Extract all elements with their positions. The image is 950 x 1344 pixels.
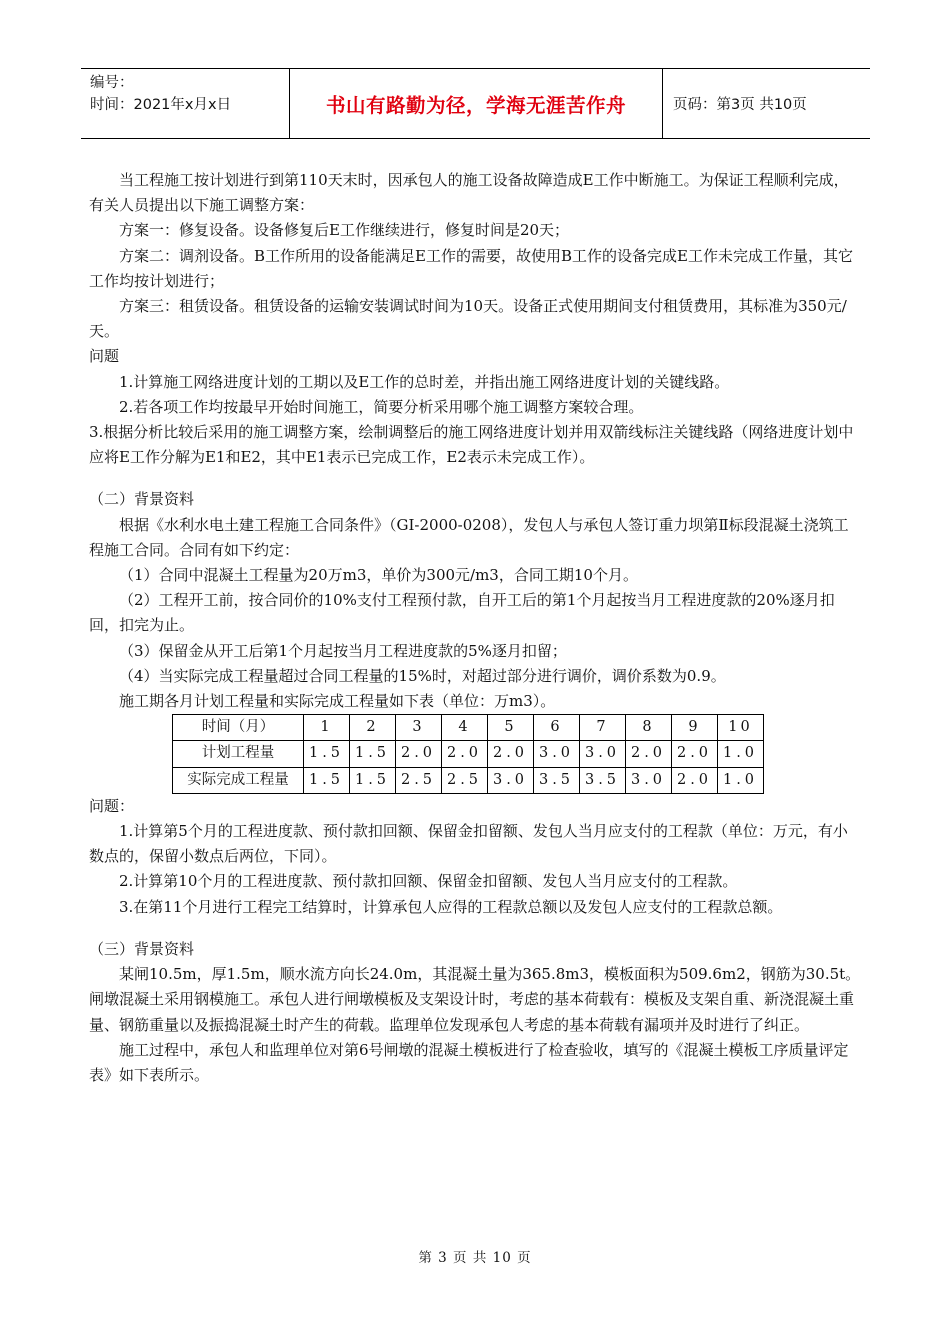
table-header-cell: 9 [672, 715, 718, 741]
question-item: 1.计算第5个月的工程进度款、预付款扣回额、保留金扣留额、发包人当月应支付的工程款（单位：万元，有小数点的，保留小数点后两位，下同）。 [89, 822, 848, 866]
header-motto: 书山有路勤为径，学海无涯苦作舟 [290, 69, 663, 138]
table-cell: 1.0 [718, 767, 764, 793]
table-cell: 2.5 [396, 767, 442, 793]
table-header-cell: 6 [534, 715, 580, 741]
table-cell: 2.0 [442, 741, 488, 767]
clause-item: （3）保留金从开工后第1个月起按当月工程进度款的5%逐月扣留； [119, 641, 567, 660]
paragraph: 施工过程中，承包人和监理单位对第6号闸墩的混凝土模板进行了检查验收，填写的《混凝土模板工序质量评定表》如下表所示。 [89, 1040, 849, 1084]
question-item: 3.在第11个月进行工程完工结算时，计算承包人应得的工程款总额以及发包人应支付的工程款总额。 [119, 897, 783, 916]
question-item: 2.计算第10个月的工程进度款、预付款扣回额、保留金扣留额、发包人当月应支付的工程款。 [119, 872, 738, 891]
section-title: （三）背景资料 [89, 939, 195, 958]
code-label: 编号： [90, 75, 134, 91]
table-cell: 1.5 [304, 741, 350, 767]
table-header-cell: 4 [442, 715, 488, 741]
table-header-cell: 时间（月） [173, 715, 304, 741]
section-title: （二）背景资料 [89, 490, 195, 509]
header-page-label: 页码：第3页 共10页 [673, 97, 807, 113]
paragraph: 方案一：修复设备。设备修复后E工作继续进行，修复时间是20天； [119, 221, 570, 240]
table-cell: 2.0 [488, 741, 534, 767]
question-title: 问题： [89, 796, 135, 815]
table-cell: 3.5 [580, 767, 626, 793]
table-cell: 1.5 [350, 767, 396, 793]
clause-item: （1）合同中混凝土工程量为20万m3，单价为300元/m3，合同工期10个月。 [119, 566, 638, 585]
table-header-cell: 8 [626, 715, 672, 741]
question-item: 2.若各项工作均按最早开始时间施工，简要分析采用哪个施工调整方案较合理。 [119, 397, 644, 416]
table-cell: 3.0 [534, 741, 580, 767]
table-cell: 1.0 [718, 741, 764, 767]
table-header-cell: 1 [304, 715, 350, 741]
header-info-cell [81, 69, 290, 138]
quantity-table [172, 714, 764, 794]
table-header-cell: 3 [396, 715, 442, 741]
clause-item: （2）工程开工前，按合同价的10%支付工程预付款，自开工后的第1个月起按当月工程进度款的20%逐月扣回，扣完为止。 [89, 591, 835, 635]
table-cell: 1.5 [304, 767, 350, 793]
date-label: 时间：2021年x月x日 [90, 97, 232, 113]
table-row [173, 767, 764, 793]
question-title: 问题 [89, 347, 120, 366]
page-header [81, 68, 870, 139]
table-cell: 2.5 [442, 767, 488, 793]
table-cell: 1.5 [350, 741, 396, 767]
table-row-label: 计划工程量 [173, 741, 304, 767]
table-header-cell: 10 [718, 715, 764, 741]
table-cell: 3.0 [626, 767, 672, 793]
page-footer: 第 3 页 共 10 页 [418, 1250, 532, 1266]
table-cell: 2.0 [672, 767, 718, 793]
table-cell: 3.0 [488, 767, 534, 793]
table-row-label: 实际完成工程量 [173, 767, 304, 793]
question-item: 1.计算施工网络进度计划的工期以及E工作的总时差，并指出施工网络进度计划的关键线路。 [119, 372, 730, 391]
table-cell: 2.0 [672, 741, 718, 767]
document-body [89, 168, 861, 1088]
table-header-row [173, 715, 764, 741]
paragraph: 根据《水利水电土建工程施工合同条件》（GI-2000-0208），发包人与承包人签订重力坝第Ⅱ标段混凝土浇筑工程施工合同。合同有如下约定： [89, 515, 849, 559]
table-cell: 2.0 [396, 741, 442, 767]
table-header-cell: 5 [488, 715, 534, 741]
table-cell: 2.0 [626, 741, 672, 767]
table-header-cell: 2 [350, 715, 396, 741]
paragraph: 某闸10.5m，厚1.5m，顺水流方向长24.0m，其混凝土量为365.8m3，模板面积为509.6m2，钢筋为30.5t。闸墩混凝土采用钢模施工。承包人进行闸墩模板及支架设计时，考虑的基本荷载有：模板及支架自重、新浇混凝土重量、钢筋重量以及振捣混凝土时产生的荷载。监理单位发现承包人考虑的基本荷载有漏项并及时进行了纠正。 [89, 965, 861, 1034]
table-cell: 3.5 [534, 767, 580, 793]
paragraph: 方案二：调剂设备。B工作所用的设备能满足E工作的需要，故使用B工作的设备完成E工作未完成工作量，其它工作均按计划进行； [89, 246, 853, 290]
table-row [173, 741, 764, 767]
table-caption: 施工期各月计划工程量和实际完成工程量如下表（单位：万m3）。 [119, 692, 556, 711]
paragraph: 方案三：租赁设备。租赁设备的运输安装调试时间为10天。设备正式使用期间支付租赁费用，其标准为350元/天。 [89, 297, 847, 341]
table-cell: 3.0 [580, 741, 626, 767]
question-item: 3.根据分析比较后采用的施工调整方案，绘制调整后的施工网络进度计划并用双箭线标注关键线路（网络进度计划中应将E工作分解为E1和E2，其中E1表示已完成工作，E2表示未完成工作）。 [89, 423, 854, 467]
paragraph: 当工程施工按计划进行到第110天末时，因承包人的施工设备故障造成E工作中断施工。为保证工程顺利完成，有关人员提出以下施工调整方案： [89, 171, 849, 215]
table-header-cell: 7 [580, 715, 626, 741]
clause-item: （4）当实际完成工程量超过合同工程量的15%时，对超过部分进行调价，调价系数为0.9。 [119, 666, 726, 685]
